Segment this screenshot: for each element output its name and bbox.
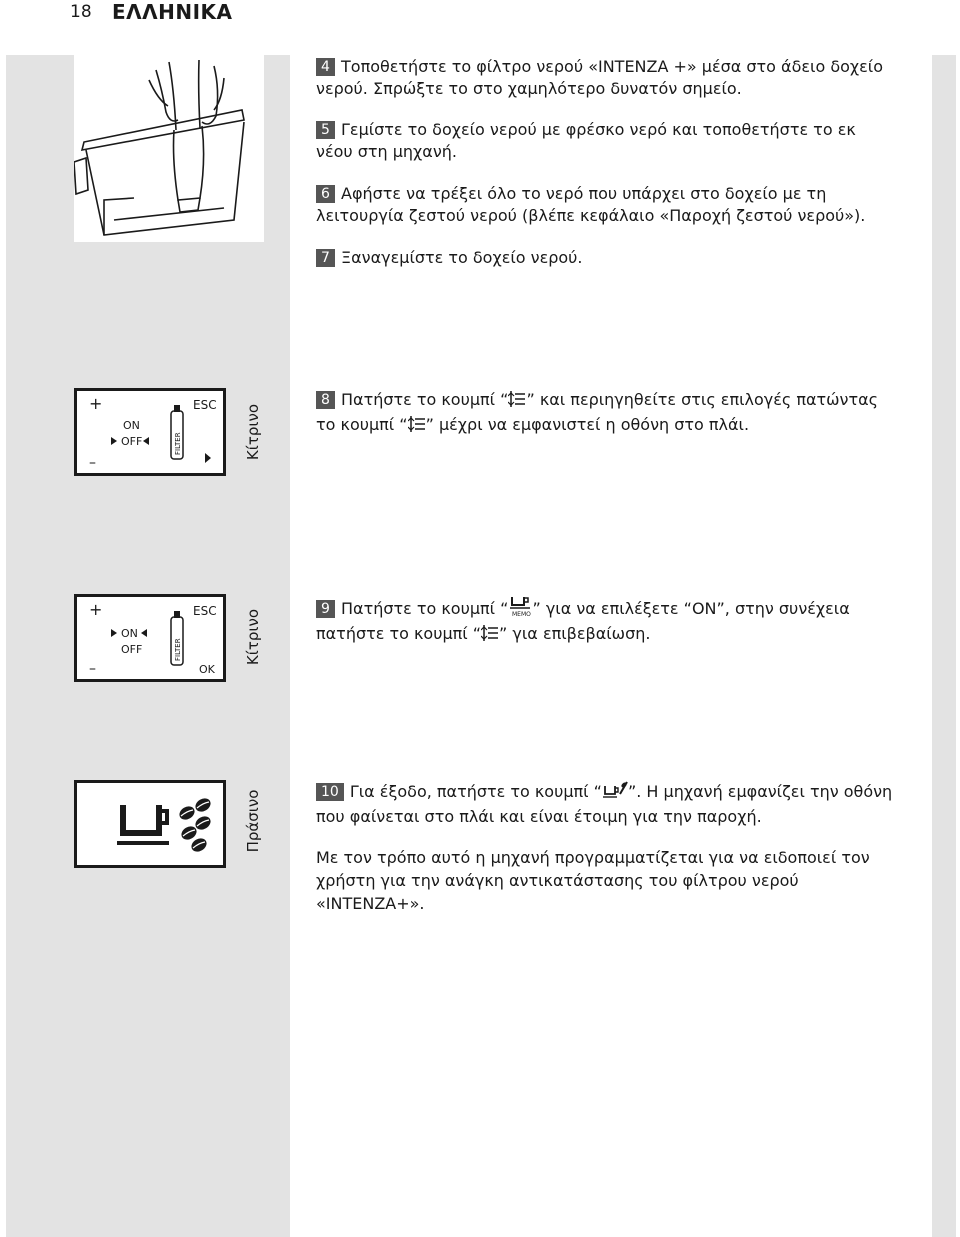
step-number: 6 (316, 185, 335, 203)
menu-icon (508, 390, 526, 414)
step-text: Γεμίστε το δοχείο νερού με φρέσκο νερό και τοποθετήστε το εκ νέου στη μηχανή. (316, 120, 856, 161)
display-filter-on (74, 594, 226, 682)
cup-with-beans-icon (602, 780, 628, 806)
filter-label: FILTER (174, 638, 182, 661)
step-8 (316, 389, 896, 439)
off-label: OFF (121, 643, 143, 656)
display-color-label: Κίτρινο (244, 608, 262, 666)
display-ready (74, 780, 226, 868)
minus-mark: – (89, 661, 96, 677)
off-label: OFF (121, 435, 143, 448)
step-text: Ξαναγεμίστε το δοχείο νερού. (341, 248, 583, 267)
display-filter-off-drawing (77, 391, 223, 473)
note-paragraph: Με τον τρόπο αυτό η μηχανή προγραμματίζεται για να ειδοποιεί τον χρήστη για την ανάγκη αντικατάστασης του φίλτρου νερού «INTENZA+». (316, 848, 870, 913)
memo-cup-icon (508, 595, 532, 623)
step-number: 8 (316, 391, 335, 409)
plus-mark: + (89, 394, 103, 413)
step-text: Πατήστε το κουμπί “ (341, 390, 509, 409)
display-color-label: Πράσινο (244, 789, 262, 853)
water-tank-drawing (74, 50, 264, 242)
step-text: ” για επιβεβαίωση. (499, 624, 651, 643)
on-label: ON (121, 627, 138, 640)
step-text: Αφήστε να τρέξει όλο το νερό που υπάρχει στο δοχείο με τη λειτουργία ζεστού νερού (βλέπε κεφάλαιο «Παροχή ζεστού νερού»). (316, 184, 866, 225)
display-filter-on-drawing (77, 597, 223, 679)
step-number: 10 (316, 783, 344, 801)
step-5 (316, 119, 896, 163)
step-number: 5 (316, 121, 335, 139)
plus-mark: + (89, 600, 103, 619)
step-7 (316, 247, 896, 269)
step-6 (316, 183, 896, 227)
language-header: ΕΛΛΗΝΙΚΑ (112, 0, 233, 24)
step-text: ” και περιηγηθείτε στις επιλογές πατώντας το κουμπί “ (316, 390, 879, 434)
step-text: ” για να επιλέξετε “ON”, στην συνέχεια πατήστε το κουμπί “ (316, 599, 850, 643)
right-gray-band (932, 55, 956, 1237)
esc-label: ESC (193, 604, 217, 618)
display-color-label: Κίτρινο (244, 403, 262, 461)
page-number: 18 (70, 2, 92, 22)
svg-text:MEMO: MEMO (512, 611, 532, 617)
menu-icon (408, 415, 426, 439)
esc-label: ESC (193, 398, 217, 412)
on-label: ON (123, 419, 140, 432)
step-text: Για έξοδο, πατήστε το κουμπί “ (349, 782, 602, 801)
display-ready-drawing (77, 783, 223, 865)
step-10 (316, 780, 896, 828)
step-text: ”. Η μηχανή εμφανίζει την οθόνη που φαίνεται στο πλάι και είναι έτοιμη για την παροχή. (316, 782, 893, 826)
step-text: Τοποθετήστε το φίλτρο νερού «INTENZA +» μέσα στο άδειο δοχείο νερού. Σπρώξτε το στο χαμηλότερο δυνατόν σημείο. (316, 57, 883, 98)
step-text: ” μέχρι να εμφανιστεί η οθόνη στο πλάι. (425, 415, 750, 434)
menu-icon (481, 624, 499, 648)
water-tank-illustration (74, 50, 264, 242)
step-number: 9 (316, 600, 335, 618)
step-9 (316, 595, 896, 648)
step-number: 7 (316, 249, 335, 267)
minus-mark: – (89, 455, 96, 471)
step-4 (316, 56, 896, 100)
step-text: Πατήστε το κουμπί “ (341, 599, 509, 618)
ok-label: OK (199, 663, 215, 676)
filter-label: FILTER (174, 432, 182, 455)
step-number: 4 (316, 58, 335, 76)
display-filter-off (74, 388, 226, 476)
